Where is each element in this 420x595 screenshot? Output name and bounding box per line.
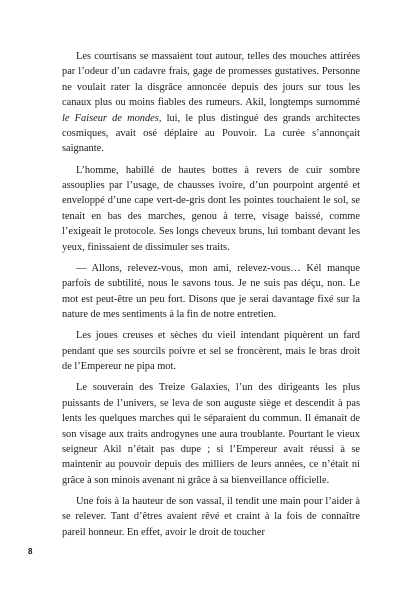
paragraph-1-text-end: , lui, le plus distingué des grands architectes cosmiques, avait osé déplaire au Pouvoir. La curée s’annonçait saignante. [62,112,360,155]
paragraph-1-text: Les courtisans se massaient tout autour, telles des mouches attirées par l’odeur d’un cadavre frais, gage de promesses gustatives. Personne ne voulait rater la disgrâce annoncée depuis des jours sur tous les canaux plus ou moins fiables des rumeurs. Akil, longtemps surnommé [62,51,360,109]
paragraph-1 [62,49,360,157]
paragraph-2 [62,163,360,255]
paragraph-3-text: — Allons, relevez-vous, mon ami, relevez-vous… Kél manque parfois de subtilité, nous le savons tous. Je ne suis pas déçu, non. Le mot est peut-être un peu fort. Disons que je serai davantage fixé sur la nature de mes sentiments à la fin de notre entretien. [62,262,360,321]
paragraph-6 [62,494,360,540]
paragraph-5-text: Le souverain des Treize Galaxies, l’un des dirigeants les plus puissants de l’univers, se leva de son auguste siège et descendit à pas lents les quelques marches qui le séparaient du commun. Il émanait de son visage aux traits androgynes une aura troublante. Pourtant le vieux seigneur Akil n’était pas dupe ; si l’Empereur avait réussi à se maintenir au pouvoir depuis des milliers de leurs années, ce n’était ni grâce à son minois avenant ni grâce à sa bienveillance officielle. [62,382,360,486]
page-number: 8 [28,547,33,556]
paragraph-3 [62,261,360,323]
paragraph-2-text: L’homme, habillé de hautes bottes à revers de cuir sombre assouplies par l’usage, de chausses ivoire, d’un pourpoint argenté et enveloppé d’une cape vert-de-gris dont les pointes touchaient le sol, se tenait en bas des marches, genou à terre, visage baissé, comme l’exigeait le protocole. Ses longs cheveux bruns, lui tombant devant les yeux, finissaient de dissimuler ses traits. [62,164,360,253]
paragraph-1-italic-title: le Faiseur de mondes [62,112,159,124]
paragraph-5 [62,380,360,488]
paragraph-4-text: Les joues creuses et sèches du vieil intendant piquèrent un fard pendant que ses sourcils poivre et sel se froncèrent, mais le bras droit de l’Empereur ne pipa mot. [62,330,360,373]
paragraph-4 [62,328,360,374]
body-text [62,49,360,540]
paragraph-6-text: Une fois à la hauteur de son vassal, il tendit une main pour l’aider à se relever. Tant d’êtres avaient rêvé et craint à la fois de connaître pareil honneur. En effet, avoir le droit de toucher [62,495,360,538]
